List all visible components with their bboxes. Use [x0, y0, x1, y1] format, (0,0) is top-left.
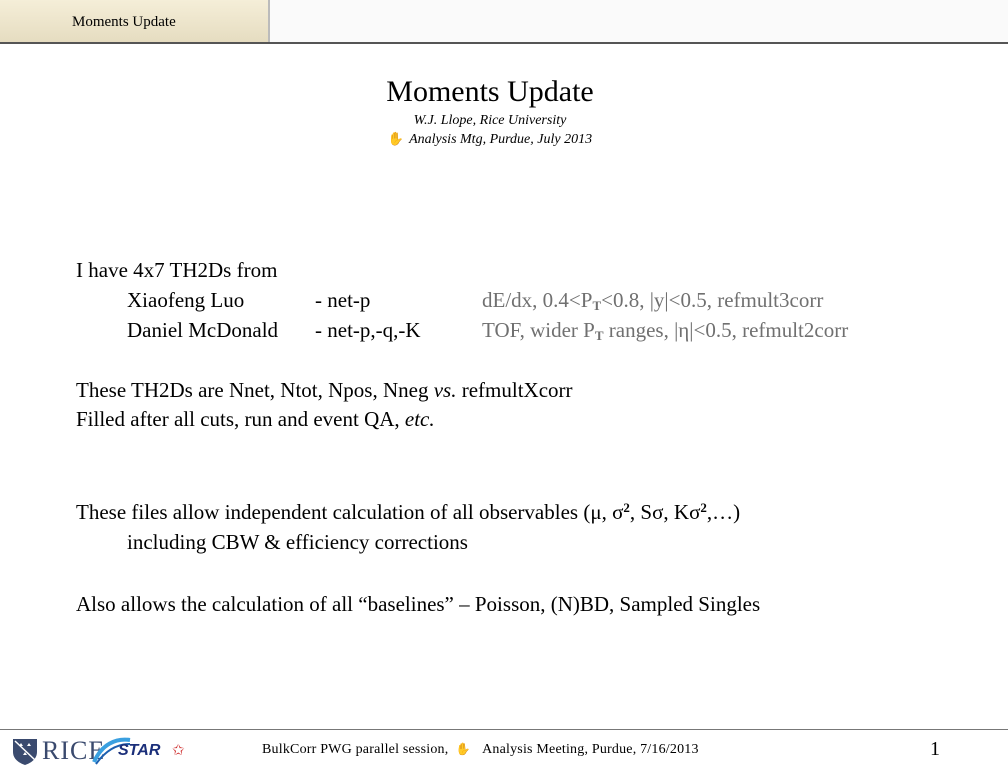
body-line-5 — [76, 405, 435, 433]
row1-name: Xiaofeng Luo — [127, 288, 245, 312]
footer-text — [262, 742, 699, 758]
body-line-6 — [76, 498, 740, 526]
row1-desc-a: dE/dx, 0.4<P — [482, 288, 593, 312]
venue-line — [0, 130, 980, 149]
row2-name: Daniel McDonald — [127, 318, 279, 342]
line6-c: ,…) — [706, 500, 741, 524]
tab-bar-divider — [0, 42, 1008, 44]
footer-text-a: BulkCorr PWG parallel session, — [262, 742, 449, 757]
line6-b: , Sσ, Kσ — [629, 500, 701, 524]
row2-desc — [482, 316, 848, 344]
line6-sup1: 2 — [623, 500, 630, 515]
venue-text: Analysis Mtg, Purdue, July 2013 — [409, 132, 593, 147]
hand-icon: ✋ — [455, 742, 471, 756]
row1-type: - net-p — [315, 288, 371, 312]
row1-desc — [482, 286, 823, 314]
line6-sup2: 2 — [700, 500, 707, 515]
row2-type: - net-p,-q,-K — [315, 318, 421, 342]
star-icon: ✩ — [172, 743, 185, 759]
line4-a: These TH2Ds are Nnet, Ntot, Npos, Nneg — [76, 378, 434, 402]
body-line-7: including CBW & efficiency corrections — [127, 530, 468, 554]
star-logo-text: STAR — [118, 742, 161, 759]
page-number: 1 — [930, 738, 940, 760]
line6-a: These files allow independent calculation of all observables (μ, σ — [76, 500, 624, 524]
tab-bar-background — [270, 0, 1008, 42]
footer-divider — [0, 729, 1008, 730]
body-line-4 — [76, 376, 573, 404]
star-logo — [92, 736, 190, 766]
line5-a: Filled after all cuts, run and event QA, — [76, 407, 405, 431]
row2-desc-a: TOF, wider P — [482, 318, 595, 342]
row1-desc-sub: T — [592, 298, 602, 313]
slide-title: Moments Update — [386, 75, 594, 108]
top-tab-bar — [0, 0, 1008, 44]
tab-moments-update[interactable] — [0, 0, 270, 43]
rice-logo-text: RICE — [42, 736, 106, 765]
row2-desc-b: ranges, |η|<0.5, refmult2corr — [603, 318, 849, 342]
body-line-1: I have 4x7 TH2Ds from — [76, 258, 278, 282]
row1-desc-b: <0.8, |y|<0.5, refmult3corr — [601, 288, 824, 312]
line4-em: vs. — [433, 378, 457, 402]
tab-label: Moments Update — [72, 14, 176, 30]
rice-shield-icon — [12, 738, 38, 766]
hand-icon: ✋ — [387, 131, 405, 146]
author-line: W.J. Llope, Rice University — [413, 113, 567, 128]
line4-b: refmultXcorr — [456, 378, 573, 402]
footer-text-b: Analysis Meeting, Purdue, 7/16/2013 — [482, 742, 699, 757]
body-line-8: Also allows the calculation of all “baselines” – Poisson, (N)BD, Sampled Singles — [76, 592, 761, 616]
line5-em: etc. — [404, 407, 435, 431]
row2-desc-sub: T — [594, 328, 604, 343]
